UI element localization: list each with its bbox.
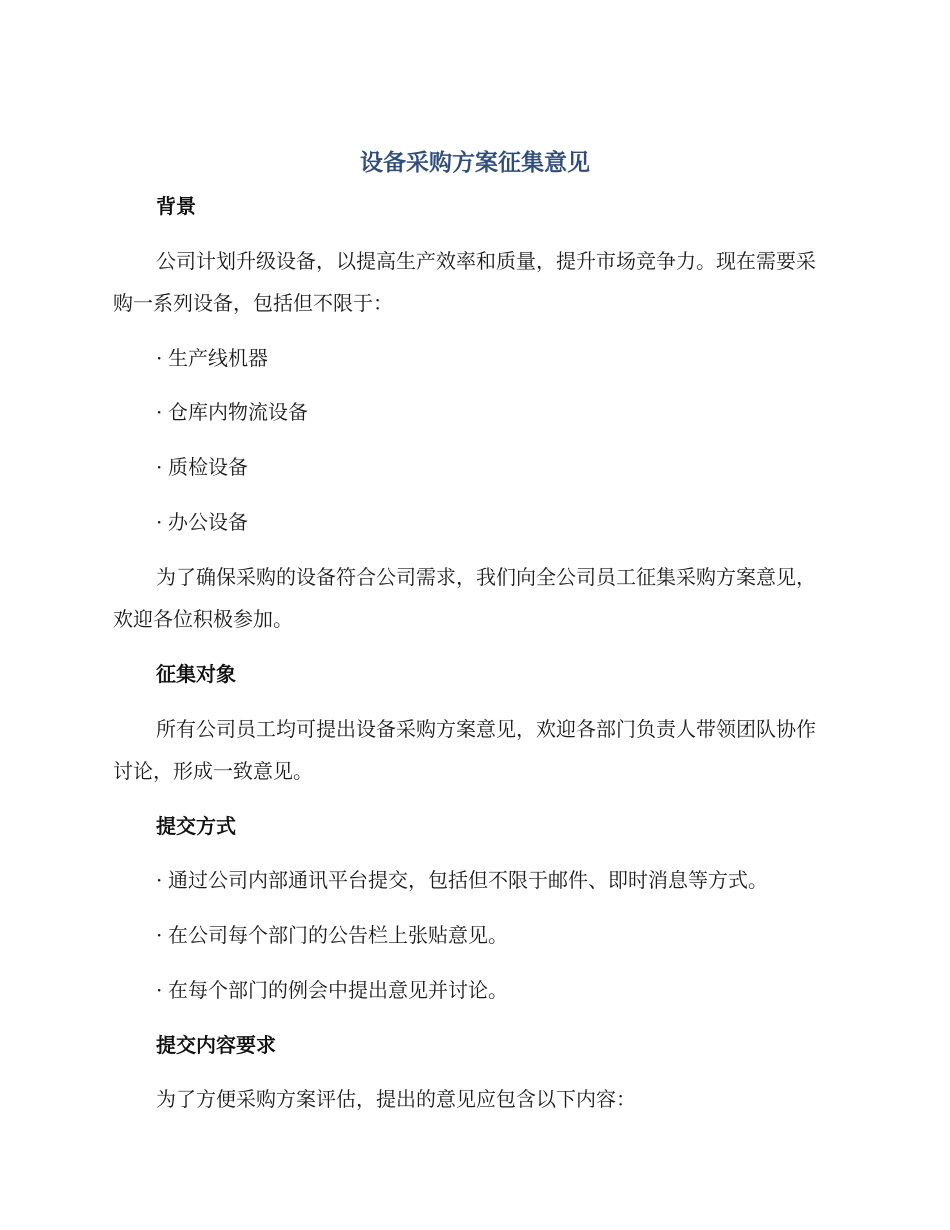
submission-item xyxy=(156,921,508,949)
bullet-dot: · xyxy=(156,510,163,534)
bullet-dot: · xyxy=(156,346,163,370)
bullet-dot: · xyxy=(156,455,163,479)
bullet-text: 质检设备 xyxy=(168,455,248,479)
background-closing: 为了确保采购的设备符合公司需求，我们向全公司员工征集采购方案意见，欢迎各位积极参加。 xyxy=(113,565,816,631)
submission-item xyxy=(156,976,508,1004)
bullet-text: 在每个部门的例会中提出意见并讨论。 xyxy=(168,978,508,1002)
bullet-text: 办公设备 xyxy=(168,510,248,534)
background-item xyxy=(156,344,268,372)
bullet-text: 在公司每个部门的公告栏上张贴意见。 xyxy=(168,923,508,947)
submission-item xyxy=(156,866,768,894)
heading-background: 背景 xyxy=(156,194,196,218)
bullet-text: 通过公司内部通讯平台提交，包括但不限于邮件、即时消息等方式。 xyxy=(168,868,768,892)
bullet-dot: · xyxy=(156,978,163,1002)
background-item xyxy=(156,508,248,536)
audience-text: 所有公司员工均可提出设备采购方案意见，欢迎各部门负责人带领团队协作讨论，形成一致意见。 xyxy=(113,717,816,783)
heading-submission: 提交方式 xyxy=(156,814,236,838)
bullet-dot: · xyxy=(156,400,163,424)
bullet-dot: · xyxy=(156,923,163,947)
heading-audience: 征集对象 xyxy=(156,662,236,686)
bullet-dot: · xyxy=(156,868,163,892)
document-title: 设备采购方案征集意见 xyxy=(360,150,590,176)
background-item xyxy=(156,398,308,426)
requirements-text: 为了方便采购方案评估，提出的意见应包含以下内容： xyxy=(156,1087,636,1111)
heading-requirements: 提交内容要求 xyxy=(156,1033,276,1057)
background-intro: 公司计划升级设备，以提高生产效率和质量，提升市场竞争力。现在需要采购一系列设备，包括但不限于： xyxy=(113,249,816,315)
bullet-text: 仓库内物流设备 xyxy=(168,400,308,424)
bullet-text: 生产线机器 xyxy=(168,346,268,370)
background-item xyxy=(156,453,248,481)
